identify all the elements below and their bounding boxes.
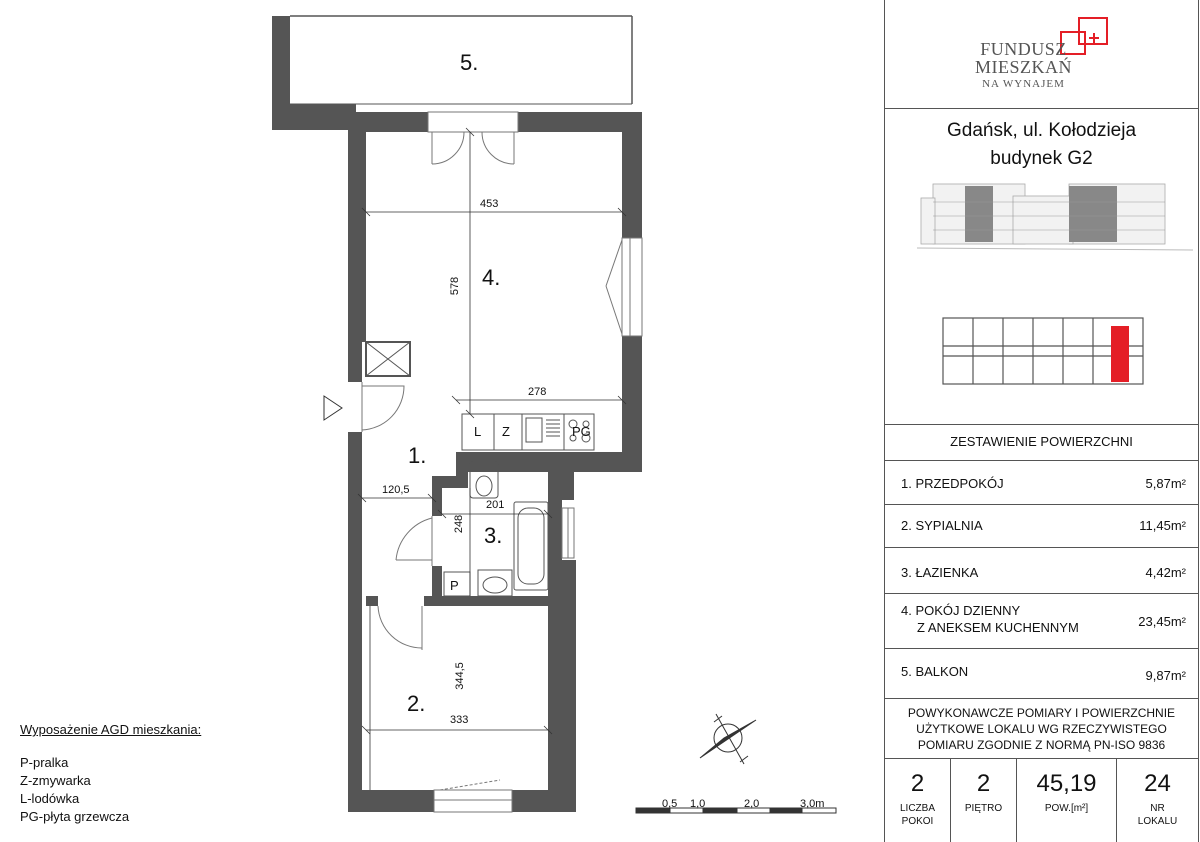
building-elevation: [893, 178, 1193, 258]
summary-row: [901, 476, 1186, 491]
room-number-4: 4.: [482, 265, 501, 290]
room-name: 1. PRZEDPOKÓJ: [901, 476, 1004, 491]
brand-line-3: NA WYNAJEM: [982, 78, 1065, 90]
room-number-1: 1.: [408, 443, 427, 468]
hob-label: PG: [572, 424, 591, 439]
room-name: 4. POKÓJ DZIENNY: [901, 603, 1021, 618]
summary-row: [901, 614, 1186, 635]
stat-area: [1017, 758, 1117, 842]
summary-header: ZESTAWIENIE POWIERZCHNI: [950, 434, 1133, 449]
equipment-item: P-pralka: [20, 755, 69, 770]
room-name: 2. SYPIALNIA: [901, 518, 983, 533]
measurement-note: POMIARU ZGODNIE Z NORMĄ PN-ISO 9836: [917, 738, 1166, 752]
scale-label: 3,0m: [800, 798, 825, 810]
stat-label: NR: [1150, 803, 1165, 814]
dimension-label: 344,5: [453, 662, 466, 690]
summary-row: [901, 664, 1186, 683]
stat-label: POW.[m²]: [1044, 803, 1089, 814]
measurement-note: POWYKONAWCZE POMIARY I POWIERZCHNIE: [907, 706, 1176, 720]
stat-label: POKOI: [901, 816, 934, 827]
stat-label: LICZBA: [899, 803, 935, 814]
dimension-label: 333: [450, 714, 469, 726]
stat-value: 2: [910, 770, 925, 797]
dimension-label: 201: [486, 499, 505, 511]
dimension-label: 278: [528, 386, 547, 398]
room-area: 9,87m²: [1145, 668, 1186, 683]
stat-unit-number: [1117, 758, 1198, 842]
fridge-label: L: [474, 424, 482, 439]
room-area: 5,87m²: [1145, 476, 1186, 491]
summary-row: [901, 565, 1186, 580]
room-number-2: 2.: [407, 691, 426, 716]
brand-line-2: MIESZKAŃ: [975, 57, 1072, 77]
washer-label: P: [450, 578, 459, 593]
dimension-label: 453: [480, 198, 499, 210]
building-title: budynek G2: [990, 148, 1093, 169]
floor-key-plan: [893, 306, 1193, 396]
equipment-title: Wyposażenie AGD mieszkania:: [20, 722, 202, 737]
room-area: 4,42m²: [1145, 565, 1186, 580]
brand-line-1: FUNDUSZ: [980, 39, 1067, 59]
stat-rooms: [885, 758, 951, 842]
equipment-item: L-lodówka: [20, 791, 80, 806]
scale-label: 1,0: [690, 798, 706, 810]
room-area: 11,45m²: [1139, 518, 1186, 533]
dimension-label: 248: [453, 514, 466, 534]
equipment-item: PG-płyta grzewcza: [20, 809, 130, 824]
scale-label: 2,0: [744, 798, 760, 810]
stat-value: 45,19: [1036, 770, 1097, 797]
measurement-note: UŻYTKOWE LOKALU WG RZECZYWISTEGO: [916, 722, 1167, 736]
info-panel: [884, 0, 1199, 842]
stat-value: 24: [1144, 770, 1171, 797]
stat-label: PIĘTRO: [964, 803, 1003, 814]
location-title: Gdańsk, ul. Kołodzieja: [946, 120, 1137, 141]
room-name: 5. BALKON: [901, 664, 969, 679]
room-name: 3. ŁAZIENKA: [901, 565, 979, 580]
summary-row: [901, 518, 1186, 533]
stat-value: 2: [976, 770, 991, 797]
scale-label: 0,5: [662, 798, 678, 810]
dimension-label: 578: [449, 276, 462, 296]
room-area: 23,45m²: [1138, 614, 1186, 629]
room-number-5: 5.: [460, 50, 479, 75]
room-number-3: 3.: [484, 523, 503, 548]
room-name-line2: Z ANEKSEM KUCHENNYM: [917, 620, 1079, 635]
stat-floor: [951, 758, 1017, 842]
dishwasher-label: Z: [502, 424, 510, 439]
stat-label: LOKALU: [1137, 816, 1178, 827]
brand-wordmark: [975, 40, 1072, 90]
equipment-item: Z-zmywarka: [20, 773, 91, 788]
dimension-label: 120,5: [382, 484, 410, 496]
